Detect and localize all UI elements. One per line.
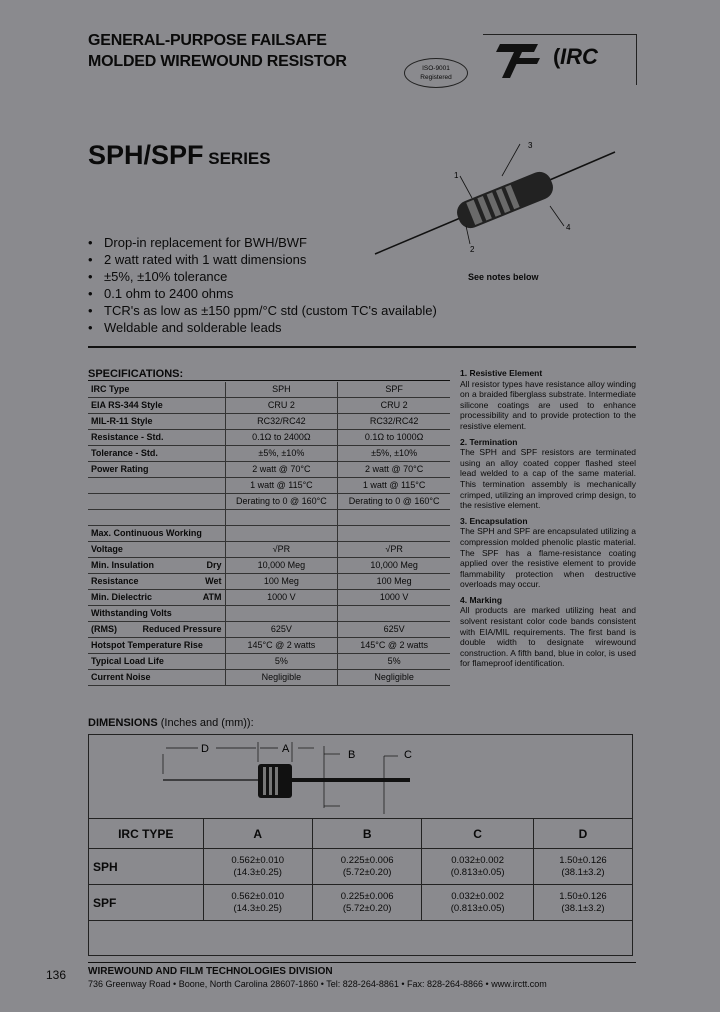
specs-title: SPECIFICATIONS: (88, 368, 184, 380)
note-title: 2. Termination (460, 436, 518, 447)
specs-table (88, 382, 450, 686)
spec-row: Resistance Wet 100 Meg 100 Meg (88, 574, 450, 590)
spec-row: 1 watt @ 115°C 1 watt @ 115°C (88, 478, 450, 494)
spec-row: MIL-R-11 Style RC32/RC42 RC32/RC42 (88, 414, 450, 430)
title-line-2: MOLDED WIREWOUND RESISTOR (88, 53, 347, 70)
dimensions-title: DIMENSIONS (Inches and (mm)): (88, 717, 254, 729)
irc-logo: IRC (560, 44, 598, 69)
list-item: • Drop-in replacement for BWH/BWF (88, 234, 437, 251)
callout-1: 1 (454, 171, 459, 180)
dim-label-d: D (201, 743, 209, 755)
dim-label-c: C (404, 749, 412, 761)
spec-row: Hotspot Temperature Rise 145°C @ 2 watts 145°C @ 2 watts (88, 638, 450, 654)
feature-list (88, 234, 437, 336)
division-name: WIREWOUND AND FILM TECHNOLOGIES DIVISION (88, 966, 333, 977)
spec-row (88, 510, 450, 526)
spec-row: Min. Insulation Dry 10,000 Meg 10,000 Meg (88, 558, 450, 574)
list-item: • ±5%, ±10% tolerance (88, 268, 437, 285)
spec-row: Typical Load Life 5% 5% (88, 654, 450, 670)
divider (88, 962, 636, 963)
tt-logo-icon (492, 40, 552, 82)
column-header: A (203, 819, 312, 849)
dim-label-b: B (348, 749, 356, 761)
dimensions-table (88, 818, 633, 921)
note-body: The SPH and SPF resistors are terminated using an alloy coated copper flashed steel lead welded to a cap of the same material. This termination assembly is mechanically crimped, utilizing an improved crimp design, to the resistive element. (460, 447, 636, 511)
column-header: D (533, 819, 632, 849)
list-item: • 2 watt rated with 1 watt dimensions (88, 251, 437, 268)
see-notes-caption: See notes below (468, 272, 539, 282)
spec-row: Derating to 0 @ 160°C Derating to 0 @ 160°C (88, 494, 450, 510)
spec-row: IRC Type SPH SPF (88, 382, 450, 398)
note-title: 4. Marking (460, 594, 503, 605)
spec-row: EIA RS-344 Style CRU 2 CRU 2 (88, 398, 450, 414)
column-header: C (422, 819, 534, 849)
series-title: SPH/SPF SERIES (88, 140, 271, 170)
dim-label-a: A (282, 743, 290, 755)
spec-row: Power Rating 2 watt @ 70°C 2 watt @ 70°C (88, 462, 450, 478)
table-row: SPH 0.562±0.010 (14.3±0.25) 0.225±0.006 (5.72±0.20) 0.032±0.002 (0.813±0.05) 1.50±0.126 (38.1±3.2) (89, 849, 633, 885)
list-item: • Weldable and solderable leads (88, 319, 437, 336)
divider (88, 346, 636, 348)
callout-3: 3 (528, 141, 533, 150)
list-item: • TCR's as low as ±150 ppm/°C std (custom TC's available) (88, 302, 437, 319)
note-title: 3. Encapsulation (460, 515, 528, 526)
callout-2: 2 (470, 245, 475, 254)
spec-row: Current Noise Negligible Negligible (88, 670, 450, 686)
logo-circle-icon: ( (553, 44, 561, 69)
note-body: All resistor types have resistance alloy winding on a braided fiberglass substrate. Intermediate silicone coatings are used to enhance processibility and to provide protection to the resistive element. (460, 378, 636, 431)
product-title (88, 30, 347, 72)
column-header: B (312, 819, 421, 849)
spec-row: Voltage √PR √PR (88, 542, 450, 558)
title-line-1: GENERAL-PURPOSE FAILSAFE (88, 32, 327, 49)
contact-address: 736 Greenway Road • Boone, North Carolina 28607-1860 • Tel: 828-264-8861 • Fax: 828-264-8866 • www.irctt.com (88, 979, 547, 989)
spec-row: Max. Continuous Working (88, 526, 450, 542)
page-number: 136 (46, 968, 67, 982)
note-body: The SPH and SPF are encapsulated utilizing a compression molded phenolic plastic material. The SPF has a flame-resistance coating applied over the resistive element to provide flammability protection when destructive overloads may occur. (460, 526, 636, 590)
notes-column (460, 368, 636, 674)
table-row: SPF 0.562±0.010 (14.3±0.25) 0.225±0.006 (5.72±0.20) 0.032±0.002 (0.813±0.05) 1.50±0.126 (38.1±3.2) (89, 885, 633, 921)
spec-row: (RMS) Reduced Pressure 625V 625V (88, 622, 450, 638)
column-header: IRC TYPE (89, 819, 204, 849)
iso-badge: ISO-9001 Registered (404, 58, 468, 88)
spec-row: Min. Dielectric ATM 1000 V 1000 V (88, 590, 450, 606)
spec-row: Resistance - Std. 0.1Ω to 2400Ω 0.1Ω to 1000Ω (88, 430, 450, 446)
list-item: • 0.1 ohm to 2400 ohms (88, 285, 437, 302)
note-title: 1. Resistive Element (460, 368, 543, 378)
dimension-drawing (88, 734, 633, 818)
divider (88, 380, 450, 381)
spec-row: Tolerance - Std. ±5%, ±10% ±5%, ±10% (88, 446, 450, 462)
callout-4: 4 (566, 223, 571, 232)
note-body: All products are marked utilizing heat and solvent resistant color code bands consistent with EIA/MIL requirements. The first band is double width to designate wirewound construction. A fifth band, blue in color, is used for flameproof identification. (460, 605, 636, 669)
spec-row: Withstanding Volts (88, 606, 450, 622)
